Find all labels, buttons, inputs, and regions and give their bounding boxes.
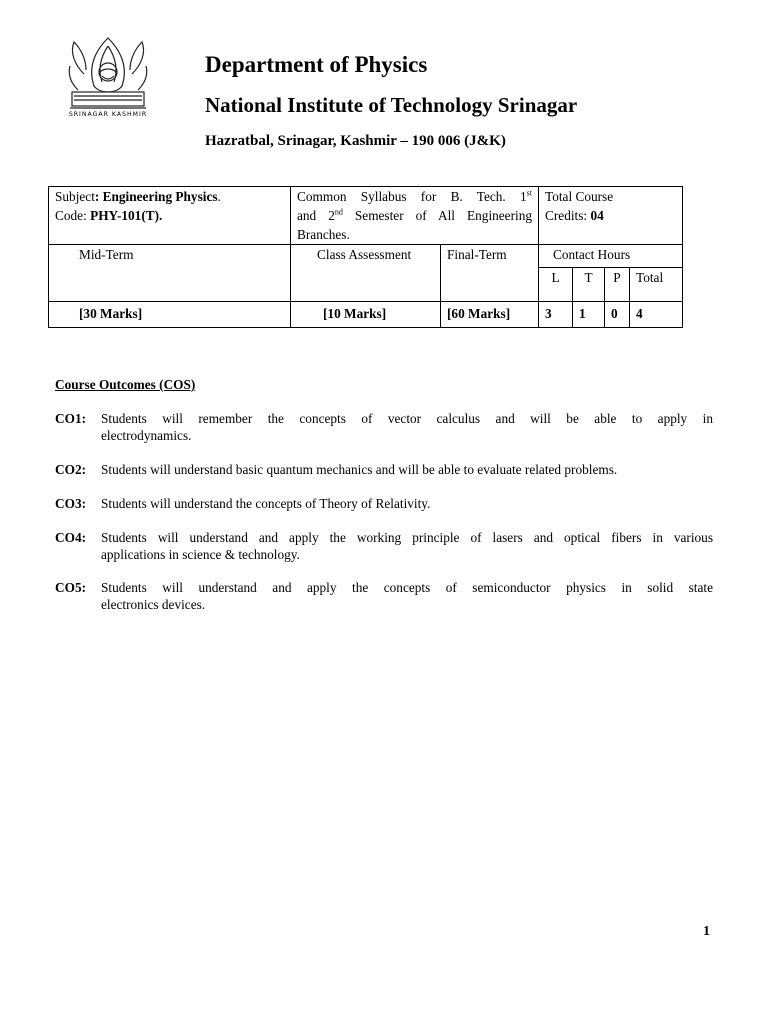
final-marks: [60 Marks] (441, 302, 539, 328)
logo-text: SRINAGAR KASHMIR (68, 111, 148, 118)
course-outcome-co1: CO1: Students will remember the concepts of vector calculus and will be able to apply in electrodynamics. (55, 411, 713, 443)
finalterm-header: Final-Term (441, 245, 539, 302)
class-marks: [10 Marks] (291, 302, 441, 328)
class-assessment-header: Class Assessment (291, 245, 441, 302)
department-title: Department of Physics (205, 52, 428, 77)
col-p-header: P (605, 268, 630, 302)
code-value: PHY-101(T). (90, 208, 163, 223)
code-label: Code: (55, 208, 91, 223)
p-value: 0 (605, 302, 630, 328)
subject-label: Subject (55, 189, 95, 204)
page-number: 1 (703, 924, 710, 939)
t-value: 1 (573, 302, 605, 328)
co-label: CO4: (55, 530, 87, 545)
contact-hours-header: Contact Hours (539, 245, 683, 268)
midterm-marks: [30 Marks] (49, 302, 291, 328)
institute-logo (64, 34, 152, 118)
midterm-header: Mid-Term (49, 245, 291, 302)
total-value: 4 (630, 302, 683, 328)
course-outcome-co5: CO5: Students will understand and apply the concepts of semiconductor physics in solid state electronics devices. (55, 580, 713, 612)
subject-cell: Subject: Engineering Physics. Code: PHY-101(T). (49, 187, 291, 245)
co-label: CO5: (55, 580, 87, 595)
institute-title: National Institute of Technology Srinagar (205, 93, 578, 117)
co-label: CO2: (55, 462, 87, 477)
table-row (49, 302, 683, 328)
table-row (49, 187, 683, 245)
col-total-header: Total (630, 268, 683, 302)
credits-cell: Total Course Credits: 04 (539, 187, 683, 245)
table-row (49, 245, 683, 268)
col-l-header: L (539, 268, 573, 302)
course-outcome-co4: CO4: Students will understand and apply the working principle of lasers and optical fibers in various applications in science & technology. (55, 530, 713, 562)
col-t-header: T (573, 268, 605, 302)
course-info-table (48, 186, 683, 328)
course-outcome-co3: CO3: Students will understand the concepts of Theory of Relativity. (55, 496, 431, 511)
course-outcome-co2: CO2: Students will understand basic quantum mechanics and will be able to evaluate related problems. (55, 462, 618, 477)
course-outcomes-heading: Course Outcomes (COS) (55, 377, 196, 392)
credits-value: 04 (590, 208, 604, 223)
co-label: CO3: (55, 496, 87, 511)
l-value: 3 (539, 302, 573, 328)
syllabus-cell: Common Syllabus for B. Tech. 1st and 2nd Semester of All Engineering Branches. (291, 187, 539, 245)
co-label: CO1: (55, 411, 87, 426)
institute-address: Hazratbal, Srinagar, Kashmir – 190 006 (J&K) (205, 133, 506, 149)
subject-value: : Engineering Physics (94, 189, 218, 204)
